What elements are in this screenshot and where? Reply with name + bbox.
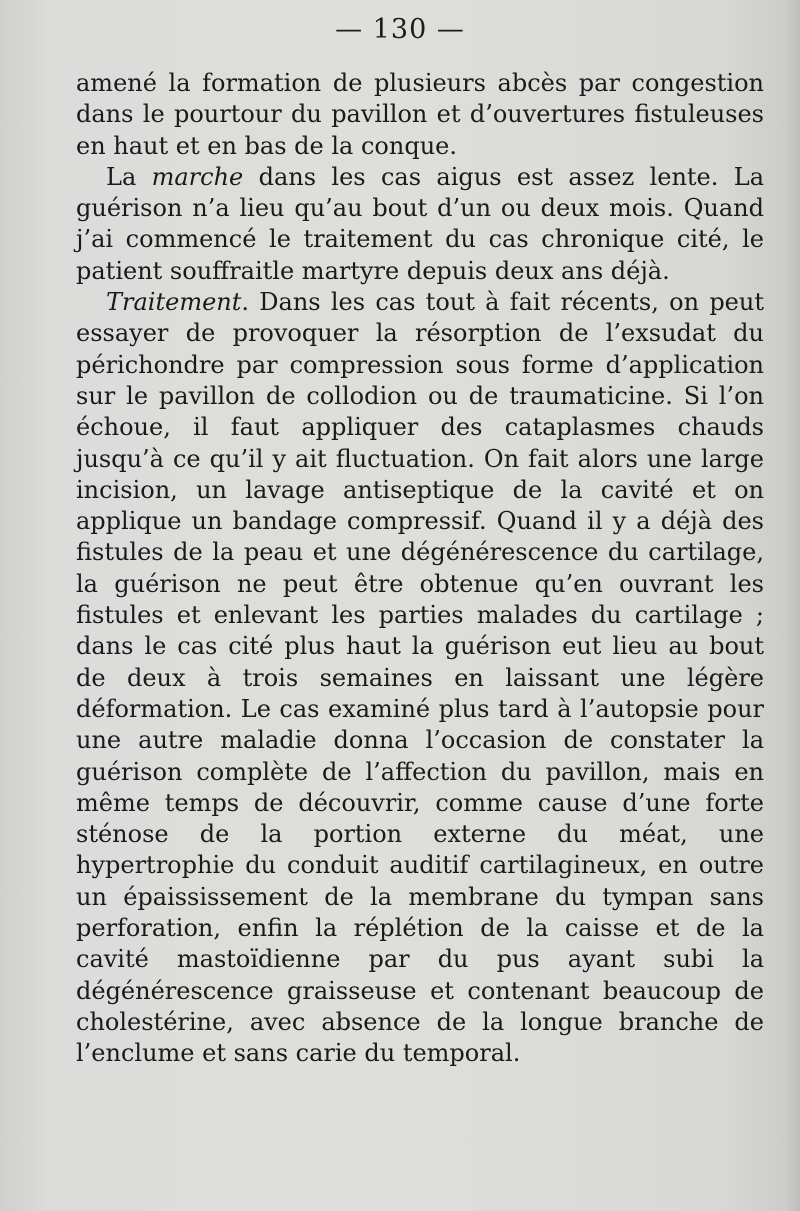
- paragraph-2-lead: La: [106, 162, 152, 191]
- page-number-header: — 130 —: [335, 14, 465, 45]
- paragraph-1-text: amené la formation de plusieurs abcès par congestion dans le pourtour du pavillon et d’ouvertures fistuleuses en haut et en bas de la conque.: [76, 69, 764, 160]
- paragraph-3: [76, 287, 764, 1069]
- page-edge-shadow: [786, 0, 800, 1211]
- paragraph-3-text: . Dans les cas tout à fait récents, on peut essayer de provoquer la résorption de l’exsudat du périchondre par compression sous forme d’application sur le pavillon de collodion ou de traumaticine. Si l’on échoue, il faut appliquer des cataplasmes chauds jusqu’à ce qu’il y ait fluctuation. On fait alors une large incision, un lavage antiseptique de la cavité et on applique un bandage compressif. Quand il y a déjà des fistules de la peau et une dégénérescence du cartilage, la guérison ne peut être obtenue qu’en ouvrant les fistules et enlevant les parties malades du cartilage ; dans le cas cité plus haut la guérison eut lieu au bout de deux à trois semaines en laissant une légère déformation. Le cas examiné plus tard à l’autopsie pour une autre maladie donna l’occasion de constater la guérison complète de l’affection du pavillon, mais en même temps de découvrir, comme cause d’une forte sténose de la portion externe du méat, une hypertrophie du conduit auditif cartilagineux, en outre un épaississement de la membrane du tympan sans perforation, enfin la réplétion de la caisse et de la cavité mastoïdienne par du pus ayant subi la dégénérescence graisseuse et contenant beaucoup de cholestérine, avec absence de la longue branche de l’enclume et sans carie du temporal.: [76, 288, 764, 1068]
- paragraph-2-text: dans les cas aigus est assez lente. La guérison n’a lieu qu’au bout d’un ou deux mois. Quand j’ai commencé le traitement du cas chronique cité, le patient souffraitle martyre depuis deux ans déjà.: [76, 162, 764, 285]
- paragraph-2: [76, 162, 764, 287]
- paragraph-1: [76, 68, 764, 162]
- body-text: [76, 68, 764, 1070]
- paragraph-3-italic-heading: Traitement: [106, 288, 242, 317]
- paragraph-2-italic-term: marche: [151, 162, 244, 191]
